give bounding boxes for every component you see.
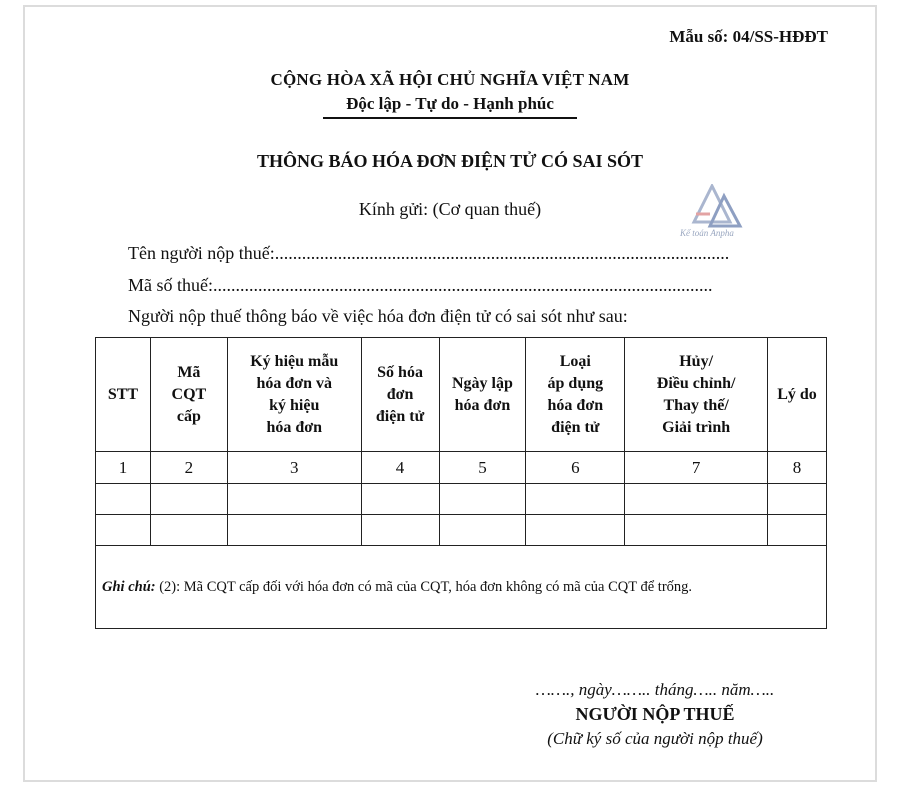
column-header-line: ký hiệu <box>269 396 320 414</box>
table-row <box>96 484 827 515</box>
column-header-line: CQT <box>171 385 207 403</box>
column-header-4 <box>361 338 439 452</box>
note-row <box>96 546 827 629</box>
column-header-line: đơn <box>386 385 414 403</box>
taxpayer-name-value: ..................................................................................................... <box>274 243 730 263</box>
signer-title: NGƯỜI NỘP THUẾ <box>575 704 735 724</box>
taxpayer-name-label: Tên người nộp thuế: <box>128 243 275 263</box>
signature-date-line: ……., ngày…….. tháng….. năm….. <box>535 680 775 699</box>
column-number-row <box>96 452 827 484</box>
column-header-line: STT <box>107 385 139 403</box>
taxpayer-name-field <box>128 243 778 264</box>
motto-underline <box>323 117 577 119</box>
column-header-line: điện tử <box>551 418 600 436</box>
signature-note: (Chữ ký số của người nộp thuế) <box>547 729 763 748</box>
recipient-line: Kính gửi: (Cơ quan thuế) <box>358 199 542 219</box>
column-header-line: điện tử <box>375 407 425 425</box>
column-header-1 <box>96 338 151 452</box>
column-header-5 <box>439 338 526 452</box>
column-header-line: Lý do <box>777 385 817 403</box>
national-title: CỘNG HÒA XÃ HỘI CHỦ NGHĨA VIỆT NAM <box>270 70 630 89</box>
form-code: Mẫu số: 04/SS-HĐĐT <box>669 27 828 46</box>
column-header-line: Số hóa <box>377 363 423 381</box>
column-header-line: cấp <box>176 407 201 425</box>
note-cell <box>96 546 827 629</box>
column-header-2 <box>150 338 227 452</box>
column-number: 7 <box>625 452 768 484</box>
watermark-text: Kế toán Anpha <box>680 228 734 238</box>
column-header-line: Giải trình <box>662 418 731 436</box>
column-number: 6 <box>526 452 625 484</box>
column-header-line: áp dụng <box>547 374 604 392</box>
column-number: 3 <box>227 452 361 484</box>
column-header-line: Loại <box>559 352 591 370</box>
motto: Độc lập - Tự do - Hạnh phúc <box>346 94 554 113</box>
note-label: Ghi chú: <box>102 578 156 595</box>
column-header-6 <box>526 338 625 452</box>
tax-code-value: ............................................................................................................... <box>213 275 713 295</box>
column-header-line: Điều chỉnh/ <box>656 374 736 392</box>
invoice-error-table <box>95 337 827 629</box>
column-number: 4 <box>361 452 439 484</box>
column-number: 1 <box>96 452 151 484</box>
column-number: 5 <box>439 452 526 484</box>
column-header-line: Thay thế/ <box>663 396 729 414</box>
intro-text: Người nộp thuế thông báo về việc hóa đơn điện tử có sai sót như sau: <box>128 306 628 326</box>
column-header-3 <box>227 338 361 452</box>
document-title: THÔNG BÁO HÓA ĐƠN ĐIỆN TỬ CÓ SAI SÓT <box>256 151 644 171</box>
column-header-7 <box>625 338 768 452</box>
column-header-line: Ký hiệu mẫu <box>250 352 339 370</box>
column-header-line: hóa đơn và <box>256 374 332 392</box>
column-header-line: Mã <box>177 363 201 381</box>
column-header-line: Ngày lập <box>451 374 513 392</box>
tax-code-label: Mã số thuế: <box>128 275 213 295</box>
column-number: 2 <box>150 452 227 484</box>
table-row <box>96 515 827 546</box>
column-header-line: hóa đơn <box>454 396 511 414</box>
column-header-line: hóa đơn <box>547 396 604 414</box>
column-number: 8 <box>768 452 827 484</box>
column-header-line: Hủy/ <box>679 352 714 370</box>
column-header-line: hóa đơn <box>266 418 322 436</box>
column-header-8 <box>768 338 827 452</box>
table-header-row <box>96 338 827 452</box>
note-text: (2): Mã CQT cấp đối với hóa đơn có mã của CQT, hóa đơn không có mã của CQT để trống. <box>155 578 693 595</box>
tax-code-field <box>128 275 788 296</box>
